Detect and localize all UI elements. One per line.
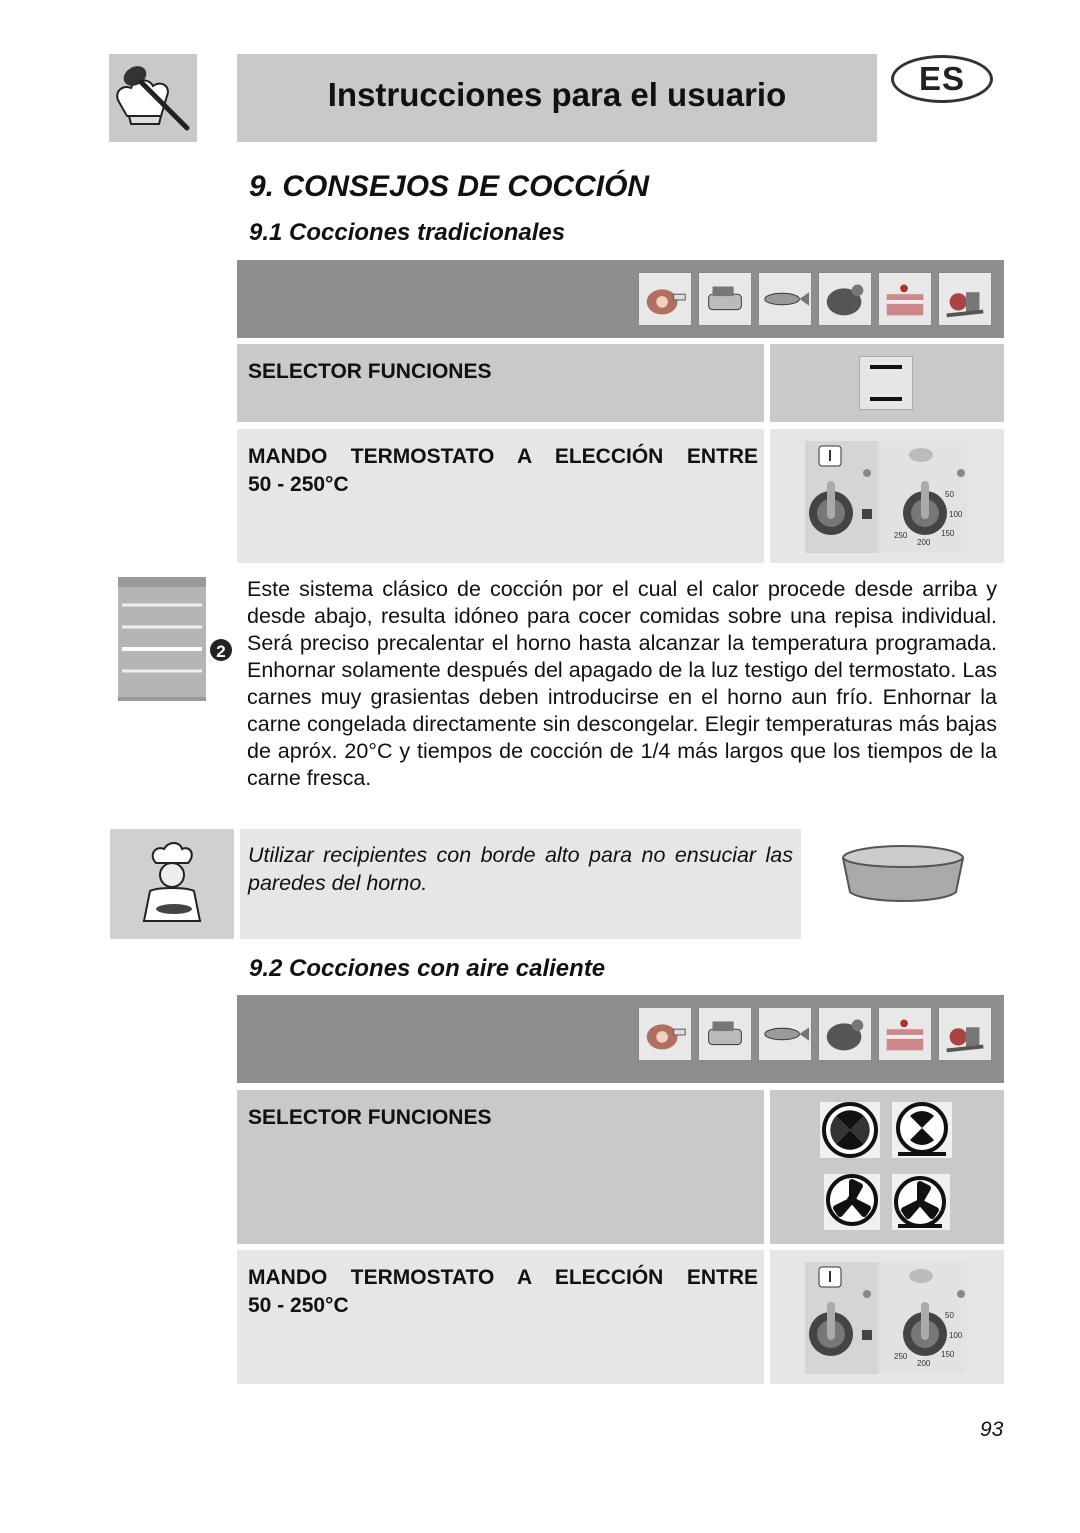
thermostat-knobs	[805, 1262, 967, 1374]
food-icons-bar-9-2	[237, 995, 1004, 1083]
chef-icon-box	[110, 829, 234, 939]
thermostat-range: 50 - 250°C	[248, 473, 349, 496]
dial-150: 150	[941, 529, 955, 538]
selector-icon-box-9-2	[770, 1090, 1004, 1244]
fish-icon	[758, 1007, 812, 1061]
language-badge	[891, 55, 993, 103]
food-icons-bar	[237, 260, 1004, 338]
thermostat-range: 50 - 250°C	[248, 1294, 349, 1317]
chef-logo	[109, 54, 197, 142]
selector-label-box-9-1	[237, 344, 764, 422]
dial-200: 200	[917, 538, 931, 547]
body-paragraph: Este sistema clásico de cocción por el cual el calor procede desde arriba y desde abajo, resulta idóneo para cocer comidas sobre una repisa individual. Será preciso precalentar el horno hasta alcanzar la temperatura programada. Enhornar solamente después del apagado de la luz testigo del termostato. Las carnes muy grasientas deben introducirse en el horno aun frío. Enhornar la carne congelada directamente sin descongelar. Elegir temperaturas más bajas de apróx. 20°C y tiempos de cocción de 1/4 más largos que los tiempos de la carne fresca.	[247, 577, 997, 790]
thermostat-icon-box-9-1	[770, 429, 1004, 563]
fish-icon	[758, 272, 812, 326]
tip-box	[240, 829, 801, 939]
dial-150: 150	[941, 1350, 955, 1359]
chicken-icon	[818, 272, 872, 326]
dial-250: 250	[894, 531, 908, 540]
page-number: 93	[980, 1418, 1004, 1441]
subsection-title-9-1: 9.1 Cocciones tradicionales	[249, 219, 566, 246]
dial-200: 200	[917, 1359, 931, 1368]
thermostat-label: MANDO TERMOSTATO A ELECCIÓN ENTRE	[248, 445, 758, 468]
fan-grill-icon	[892, 1102, 952, 1158]
ham-icon	[638, 272, 692, 326]
fan-top-heat-icon	[892, 1174, 950, 1230]
thermostat-label-box-9-1	[237, 429, 764, 563]
fan-bottom-heat-icon	[824, 1174, 880, 1230]
vegetables-icon	[938, 272, 992, 326]
meat-roll-icon	[698, 1007, 752, 1061]
dial-50: 50	[945, 490, 954, 499]
vegetables-icon	[938, 1007, 992, 1061]
dial-250: 250	[894, 1352, 908, 1361]
thermostat-label-box-9-2	[237, 1250, 764, 1384]
ham-icon	[638, 1007, 692, 1061]
thermostat-label: MANDO TERMOSTATO A ELECCIÓN ENTRE	[248, 1266, 758, 1289]
meat-roll-icon	[698, 272, 752, 326]
selector-icon-box-9-1	[770, 344, 1004, 422]
oven-shelf-illustration	[118, 577, 233, 701]
fan-heat-icon	[820, 1102, 880, 1158]
tip-text: Utilizar recipientes con borde alto para no ensuciar las paredes del horno.	[248, 843, 793, 895]
baking-pan-icon	[836, 840, 970, 910]
page-header-title: Instrucciones para el usuario	[327, 76, 787, 113]
shelf-number: 2	[216, 642, 226, 661]
chicken-icon	[818, 1007, 872, 1061]
subsection-title-9-2: 9.2 Cocciones con aire caliente	[249, 955, 606, 982]
section-title: 9. CONSEJOS DE COCCIÓN	[249, 170, 650, 203]
top-bottom-heat-icon	[859, 356, 913, 410]
cake-icon	[878, 1007, 932, 1061]
chef-icon	[110, 829, 234, 939]
language-code: ES	[918, 60, 966, 97]
thermostat-icon-box-9-2	[770, 1250, 1004, 1384]
selector-label-box-9-2	[237, 1090, 764, 1244]
thermostat-knobs	[805, 441, 967, 553]
dial-50: 50	[945, 1311, 954, 1320]
dial-100: 100	[949, 1331, 963, 1340]
cake-icon	[878, 272, 932, 326]
selector-label: SELECTOR FUNCIONES	[248, 1106, 492, 1129]
dial-100: 100	[949, 510, 963, 519]
header-title-bar	[237, 54, 877, 142]
selector-label: SELECTOR FUNCIONES	[248, 360, 492, 383]
